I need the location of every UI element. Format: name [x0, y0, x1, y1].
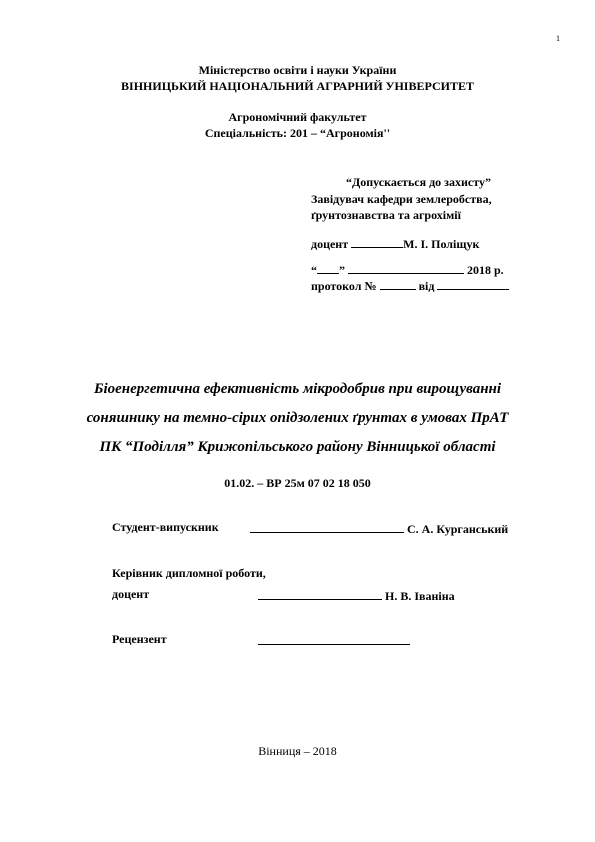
quote-open: “: [311, 263, 317, 277]
specialty-name: Спеціальність: 201 – “Агрономія'': [204, 126, 391, 140]
supervisor-signature: [258, 587, 455, 604]
ministry-name: Міністерство освіти і науки України: [198, 63, 397, 77]
student-name: С. А. Курганський: [407, 522, 509, 536]
student-label: Студент-випускник: [112, 520, 219, 534]
date-line: [311, 261, 504, 278]
day-blank: [317, 261, 339, 274]
protocol-number-blank: [380, 277, 416, 290]
protocol-date-blank: [437, 277, 509, 290]
reviewer-signature: [258, 632, 410, 649]
protocol-label: протокол №: [311, 279, 377, 293]
admit-to-defense: “Допускається до захисту”: [346, 175, 491, 189]
department-head-line1: Завідувач кафедри землеробства,: [311, 192, 492, 206]
student-signature-blank: [250, 520, 404, 533]
quote-close: ”: [339, 263, 345, 277]
student-signature: [250, 520, 508, 537]
reviewer-signature-blank: [258, 632, 410, 645]
reviewer-label: Рецензент: [112, 632, 167, 646]
protocol-from-label: від: [418, 279, 435, 293]
faculty-name: Агрономічний факультет: [228, 110, 367, 124]
head-signature-line: [311, 235, 479, 252]
university-name: ВІННИЦЬКИЙ НАЦІОНАЛЬНИЙ АГРАРНИЙ УНІВЕРСИТЕТ: [121, 79, 474, 93]
city-year: Вінниця – 2018: [258, 744, 337, 758]
thesis-title-line2: соняшнику на темно-сірих опідзолених ґрунтах в умовах ПрАТ: [86, 410, 509, 426]
head-position: доцент: [311, 237, 349, 251]
department-head-line2: ґрунтознавства та агрохімії: [311, 208, 461, 222]
protocol-line: [311, 277, 509, 294]
supervisor-name: Н. В. Іваніна: [385, 589, 455, 603]
supervisor-position: доцент: [112, 587, 150, 601]
date-year: 2018 р.: [467, 263, 504, 277]
work-code: 01.02. – ВР 25м 07 02 18 050: [224, 476, 371, 490]
signature-blank: [351, 235, 403, 248]
head-name: М. І. Поліщук: [403, 237, 480, 251]
month-blank: [348, 261, 464, 274]
supervisor-label: Керівник дипломної роботи,: [112, 566, 266, 580]
thesis-title-line1: Біоенергетична ефективність мікродобрив при вирощуванні: [93, 381, 502, 397]
supervisor-signature-blank: [258, 587, 382, 600]
page-number: 1: [556, 34, 560, 43]
thesis-title-line3: ПК “Поділля” Крижопільського району Вінницької області: [99, 439, 496, 455]
